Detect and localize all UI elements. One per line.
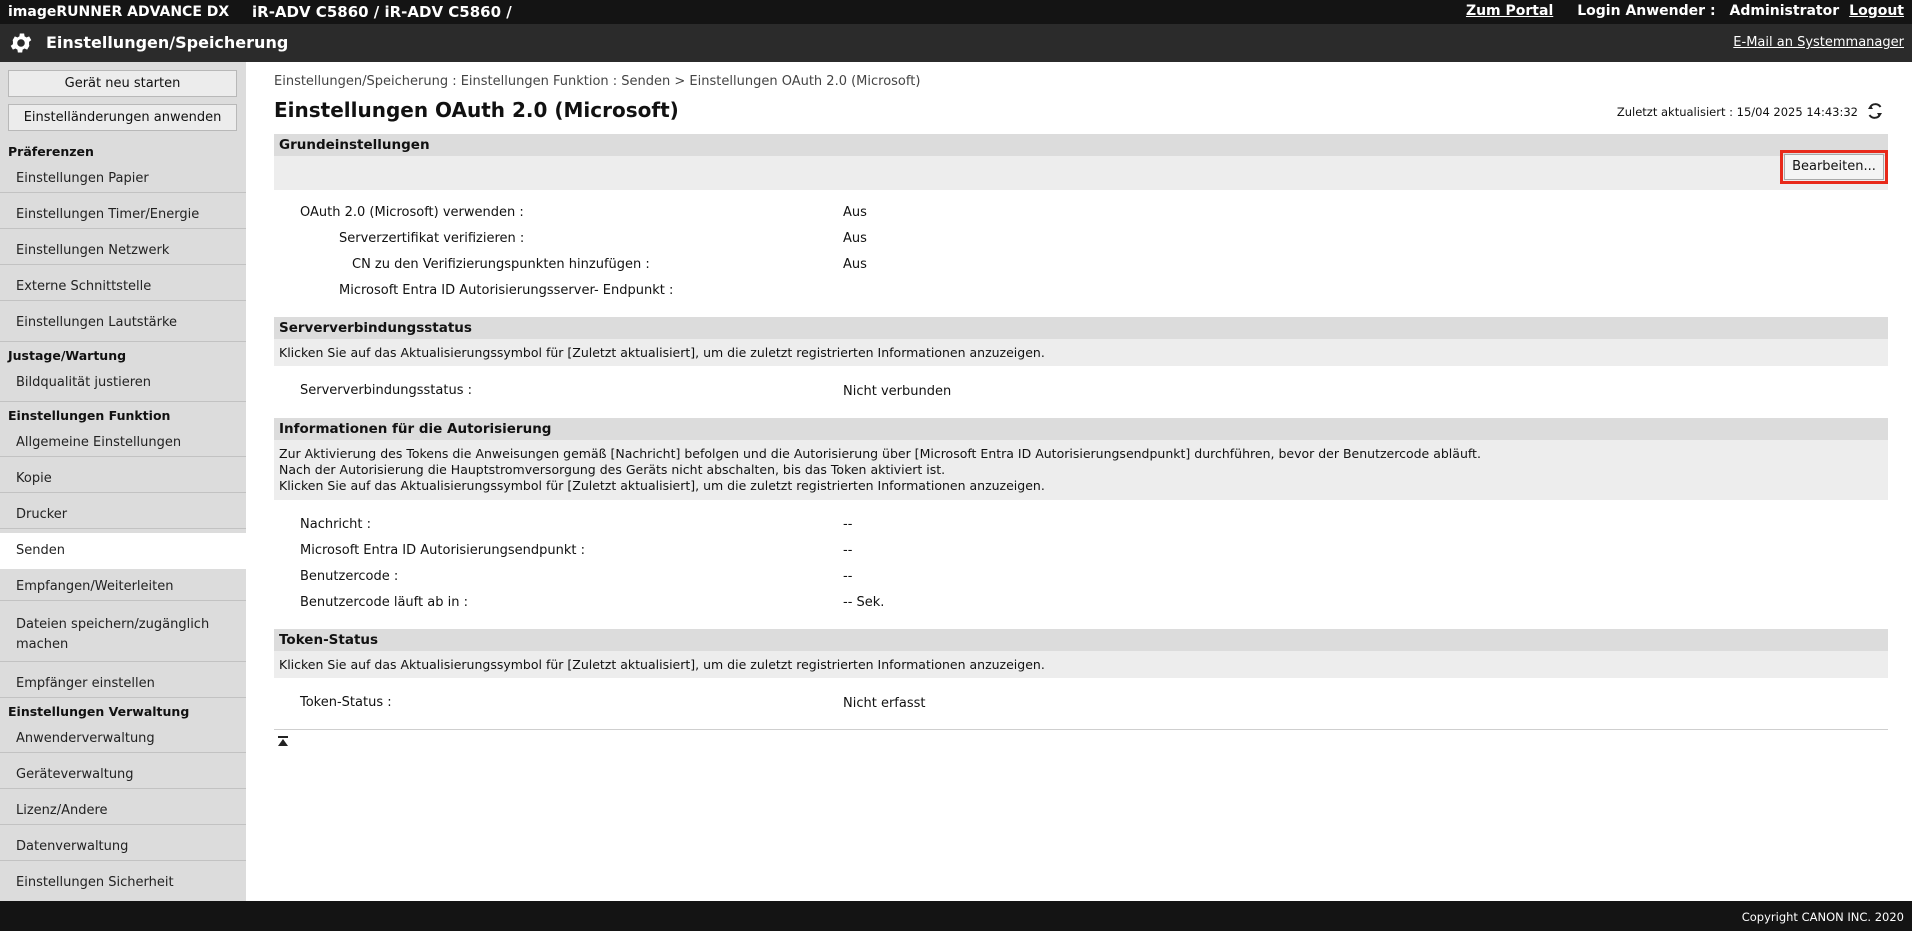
- user-code-expiry-value: -- Sek.: [843, 595, 885, 610]
- sidebar-item-data-management[interactable]: Datenverwaltung: [16, 839, 129, 854]
- auth-note-3: Klicken Sie auf das Aktualisierungssymbol für [Zuletzt aktualisiert], um die zuletzt registrierten Informationen anzuzeigen.: [279, 478, 1045, 493]
- sidebar-item-volume[interactable]: Einstellungen Lautstärke: [16, 315, 178, 330]
- sidebar-item-device-management[interactable]: Geräteverwaltung: [16, 767, 134, 782]
- copyright: Copyright CANON INC. 2020: [1741, 910, 1904, 924]
- user-name: Administrator: [1729, 3, 1840, 19]
- message-label: Nachricht :: [300, 517, 372, 532]
- sidebar-item-receive-forward[interactable]: Empfangen/Weiterleiten: [16, 579, 174, 594]
- auth-server-endpoint-label: Microsoft Entra ID Autorisierungsserver- Endpunkt :: [339, 283, 674, 298]
- top-bar: [0, 0, 1912, 24]
- logout-link[interactable]: Logout: [1849, 3, 1904, 19]
- oauth-use-value: Aus: [843, 205, 867, 220]
- divider: [0, 600, 246, 601]
- token-status-value: Nicht erfasst: [843, 696, 926, 711]
- token-status-label: Token-Status :: [300, 695, 392, 710]
- divider: [0, 492, 246, 493]
- last-updated: Zuletzt aktualisiert : 15/04 2025 14:43:32: [1616, 105, 1858, 119]
- section-server-note: Klicken Sie auf das Aktualisierungssymbol für [Zuletzt aktualisiert], um die zuletzt registrierten Informationen anzuzeigen.: [274, 339, 1888, 366]
- divider: [0, 528, 246, 529]
- portal-link[interactable]: Zum Portal: [1465, 3, 1554, 19]
- sidebar-item-copy[interactable]: Kopie: [16, 471, 52, 486]
- sidebar-group-adjustment: Justage/Wartung: [8, 348, 127, 363]
- edit-button[interactable]: Bearbeiten...: [1784, 154, 1884, 180]
- sidebar-item-printer[interactable]: Drucker: [16, 507, 68, 522]
- content-divider: [274, 729, 1888, 730]
- section-authorization-note: [274, 440, 1888, 500]
- sidebar-item-image-quality[interactable]: Bildqualität justieren: [16, 375, 151, 390]
- divider: [0, 264, 246, 265]
- sidebar: [0, 62, 246, 901]
- product-name: imageRUNNER ADVANCE DX: [8, 4, 230, 20]
- main-content: [246, 62, 1912, 901]
- page-title: Einstellungen OAuth 2.0 (Microsoft): [274, 98, 679, 122]
- sidebar-item-external-interface[interactable]: Externe Schnittstelle: [16, 279, 152, 294]
- sidebar-item-set-destination[interactable]: Empfänger einstellen: [16, 676, 155, 691]
- section-server-status: Serververbindungsstatus: [274, 317, 1888, 339]
- user-code-value: --: [843, 569, 853, 584]
- refresh-icon[interactable]: [1864, 101, 1886, 121]
- oauth-use-label: OAuth 2.0 (Microsoft) verwenden :: [300, 205, 524, 220]
- scroll-to-top-icon[interactable]: [276, 735, 290, 749]
- divider: [0, 401, 246, 402]
- sidebar-group-function-settings: Einstellungen Funktion: [8, 408, 171, 423]
- divider: [0, 192, 246, 193]
- sidebar-item-paper[interactable]: Einstellungen Papier: [16, 171, 149, 186]
- sidebar-item-send[interactable]: Senden: [0, 533, 246, 569]
- sidebar-item-security[interactable]: Einstellungen Sicherheit: [16, 875, 174, 890]
- divider: [0, 300, 246, 301]
- add-cn-label: CN zu den Verifizierungspunkten hinzufügen :: [352, 257, 650, 272]
- add-cn-value: Aus: [843, 257, 867, 272]
- auth-note-2: Nach der Autorisierung die Hauptstromversorgung des Geräts nicht abschalten, bis das Token aktiviert ist.: [279, 462, 946, 477]
- device-model: iR-ADV C5860 / iR-ADV C5860 /: [252, 3, 512, 21]
- user-bar: [1452, 3, 1904, 19]
- divider: [0, 341, 246, 342]
- user-code-expiry-label: Benutzercode läuft ab in :: [300, 595, 468, 610]
- divider: [0, 697, 246, 698]
- divider: [0, 860, 246, 861]
- section-basic-toolbar: [274, 156, 1888, 190]
- auth-endpoint-value: --: [843, 543, 853, 558]
- sidebar-item-network[interactable]: Einstellungen Netzwerk: [16, 243, 170, 258]
- section-authorization-info: Informationen für die Autorisierung: [274, 418, 1888, 440]
- divider: [0, 824, 246, 825]
- section-token-note: Klicken Sie auf das Aktualisierungssymbol für [Zuletzt aktualisiert], um die zuletzt registrierten Informationen anzuzeigen.: [274, 651, 1888, 678]
- server-status-label: Serververbindungsstatus :: [300, 383, 472, 398]
- divider: [0, 228, 246, 229]
- message-value: --: [843, 517, 853, 532]
- gear-icon: [8, 30, 34, 56]
- app-title: Einstellungen/Speicherung: [46, 33, 289, 52]
- apply-changes-button[interactable]: Einstelländerungen anwenden: [8, 104, 237, 131]
- sidebar-item-store-access-files[interactable]: Dateien speichern/zugänglich machen: [16, 617, 210, 652]
- section-token-status: Token-Status: [274, 629, 1888, 651]
- divider: [0, 456, 246, 457]
- auth-note-1: Zur Aktivierung des Tokens die Anweisungen gemäß [Nachricht] befolgen und die Autorisierung über [Microsoft Entra ID Autorisierungsendpunkt] durchführen, bevor der Benutzercode abläuft.: [279, 446, 1481, 461]
- sidebar-item-license-other[interactable]: Lizenz/Andere: [16, 803, 108, 818]
- verify-cert-value: Aus: [843, 231, 867, 246]
- title-bar: [0, 24, 1912, 62]
- sidebar-group-management: Einstellungen Verwaltung: [8, 704, 190, 719]
- mail-admin-link[interactable]: E-Mail an Systemmanager: [1733, 35, 1904, 50]
- divider: [0, 788, 246, 789]
- sidebar-item-timer-energy[interactable]: Einstellungen Timer/Energie: [16, 207, 200, 222]
- footer: [0, 901, 1912, 931]
- section-basic-settings: Grundeinstellungen: [274, 134, 1888, 156]
- restart-button[interactable]: Gerät neu starten: [8, 70, 237, 97]
- user-code-label: Benutzercode :: [300, 569, 399, 584]
- server-status-value: Nicht verbunden: [843, 384, 952, 399]
- auth-endpoint-label: Microsoft Entra ID Autorisierungsendpunkt :: [300, 543, 585, 558]
- login-label: Login Anwender :: [1577, 3, 1716, 19]
- breadcrumb: Einstellungen/Speicherung : Einstellungen Funktion : Senden > Einstellungen OAuth 2.0 (Microsoft): [274, 74, 921, 89]
- sidebar-group-preferences: Präferenzen: [8, 144, 94, 159]
- sidebar-item-common-settings[interactable]: Allgemeine Einstellungen: [16, 435, 182, 450]
- sidebar-item-user-management[interactable]: Anwenderverwaltung: [16, 731, 155, 746]
- divider: [0, 661, 246, 662]
- verify-cert-label: Serverzertifikat verifizieren :: [339, 231, 525, 246]
- divider: [0, 752, 246, 753]
